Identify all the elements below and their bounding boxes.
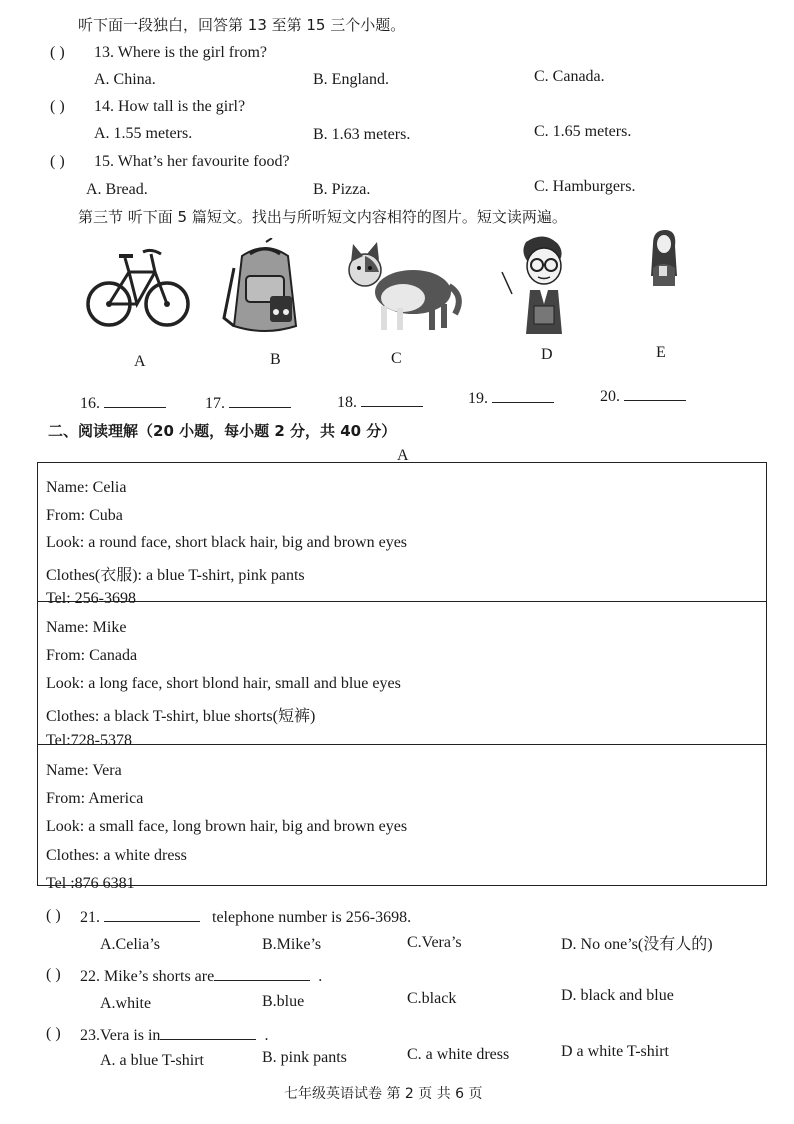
backpack-icon	[220, 238, 310, 338]
option-14b: B. 1.63 meters.	[313, 126, 411, 143]
picture-label-d: D	[541, 346, 553, 363]
question-14: 14. How tall is the girl?	[94, 98, 246, 115]
card-vera-tel: Tel :876 6381	[46, 875, 135, 892]
answer-paren-15: ( )	[50, 153, 65, 170]
bicycle-icon	[85, 238, 190, 338]
answer-blank-19[interactable]: 19.	[468, 388, 554, 408]
option-22d: D. black and blue	[561, 987, 674, 1004]
option-15c: C. Hamburgers.	[534, 178, 636, 195]
option-23d: D a white T-shirt	[561, 1043, 669, 1060]
card-mike-name: Name: Mike	[46, 619, 127, 636]
option-23c: C. a white dress	[407, 1046, 510, 1063]
passage-label: A	[397, 447, 409, 464]
picture-label-a: A	[134, 353, 146, 370]
option-23a: A. a blue T-shirt	[100, 1052, 204, 1069]
card-mike-look: Look: a long face, short blond hair, small and blue eyes	[46, 675, 401, 692]
answer-paren-21: ( )	[46, 907, 61, 924]
page-footer: 七年级英语试卷 第 2 页 共 6 页	[284, 1086, 483, 1102]
option-21b: B.Mike’s	[262, 936, 322, 953]
card-mike-from: From: Canada	[46, 647, 138, 664]
answer-paren-13: ( )	[50, 44, 65, 61]
option-15a: A. Bread.	[86, 181, 148, 198]
fill-blank-22[interactable]	[214, 966, 310, 981]
card-celia-look: Look: a round face, short black hair, big and brown eyes	[46, 534, 408, 551]
option-22b: B.blue	[262, 993, 305, 1010]
answer-paren-14: ( )	[50, 98, 65, 115]
card-vera-clothes: Clothes: a white dress	[46, 847, 187, 864]
answer-blank-20[interactable]: 20.	[600, 386, 686, 406]
question-13: 13. Where is the girl from?	[94, 44, 267, 61]
option-22a: A.white	[100, 995, 152, 1012]
answer-paren-23: ( )	[46, 1025, 61, 1042]
cat-icon	[343, 240, 468, 335]
answer-blank-18[interactable]: 18.	[337, 392, 423, 412]
option-21c: C.Vera’s	[407, 934, 462, 951]
question-15: 15. What’s her favourite food?	[94, 153, 290, 170]
card-celia-clothes: Clothes(衣服): a blue T-shirt, pink pants	[46, 567, 305, 584]
fill-blank-23[interactable]	[160, 1025, 256, 1040]
girl-icon	[645, 228, 681, 288]
option-13c: C. Canada.	[534, 68, 605, 85]
card-vera-name: Name: Vera	[46, 762, 122, 779]
card-mike-clothes: Clothes: a black T-shirt, blue shorts(短裤)	[46, 708, 316, 725]
card-celia-tel: Tel: 256-3698	[46, 590, 136, 607]
card-vera-from: From: America	[46, 790, 144, 807]
answer-blank-16[interactable]: 16.	[80, 393, 166, 413]
info-divider	[37, 744, 767, 745]
option-14c: C. 1.65 meters.	[534, 123, 632, 140]
option-13a: A. China.	[94, 71, 156, 88]
section3-instruction: 第三节 听下面 5 篇短文。找出与所听短文内容相符的图片。短文读两遍。	[78, 208, 567, 226]
answer-blank-17[interactable]: 17.	[205, 393, 291, 413]
question-22: 22. Mike’s shorts are .	[80, 968, 323, 985]
answer-paren-22: ( )	[46, 966, 61, 983]
option-21a: A.Celia’s	[100, 936, 160, 953]
picture-label-c: C	[391, 350, 402, 367]
card-celia-name: Name: Celia	[46, 479, 127, 496]
card-mike-tel: Tel:728-5378	[46, 732, 132, 749]
option-22c: C.black	[407, 990, 457, 1007]
card-celia-from: From: Cuba	[46, 507, 123, 524]
boy-with-glasses-icon	[498, 232, 580, 340]
card-vera-look: Look: a small face, long brown hair, big and brown eyes	[46, 818, 408, 835]
info-divider	[37, 601, 767, 602]
reading-heading: 二、阅读理解（20 小题，每小题 2 分，共 40 分）	[48, 422, 397, 440]
option-14a: A. 1.55 meters.	[94, 125, 193, 142]
fill-blank-21[interactable]	[104, 907, 200, 922]
question-21: 21. telephone number is 256-3698.	[80, 909, 412, 926]
picture-label-e: E	[656, 344, 666, 361]
option-21d: D. No one’s(没有人的)	[561, 936, 713, 953]
option-13b: B. England.	[313, 71, 389, 88]
option-15b: B. Pizza.	[313, 181, 371, 198]
picture-label-b: B	[270, 351, 281, 368]
question-23: 23.Vera is in .	[80, 1027, 269, 1044]
option-23b: B. pink pants	[262, 1049, 347, 1066]
listening-instruction: 听下面一段独白，回答第 13 至第 15 三个小题。	[78, 16, 406, 34]
